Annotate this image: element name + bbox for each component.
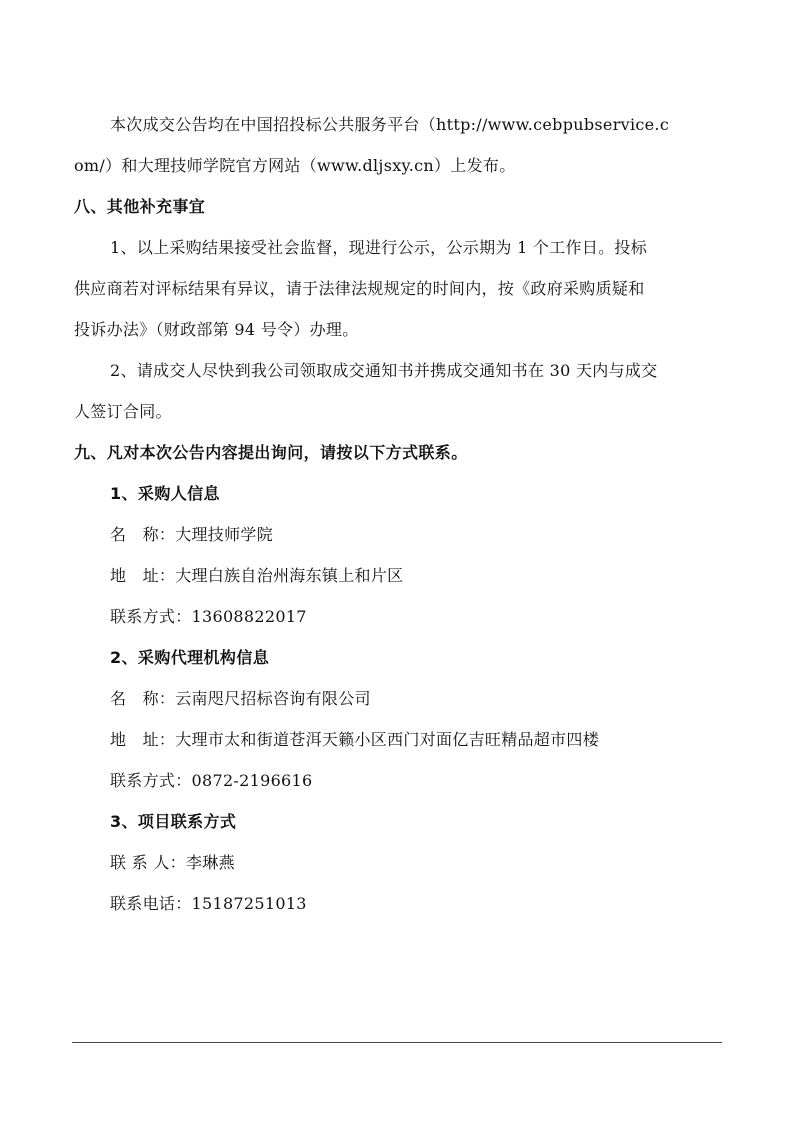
footer-divider [72,1042,722,1043]
project-contact-person: 联 系 人：李琳燕 [110,853,235,872]
agency-name: 名 称：云南咫尺招标咨询有限公司 [110,689,371,708]
section-9-heading: 九、凡对本次公告内容提出询问，请按以下方式联系。 [74,443,468,462]
intro-line-2: om/）和大理技师学院官方网站（www.dljsxy.cn）上发布。 [74,156,516,175]
item-1-line-3: 投诉办法》（财政部第 94 号令）办理。 [74,320,359,339]
project-contact-heading: 3、项目联系方式 [110,812,237,831]
item-2-line-1: 2、请成交人尽快到我公司领取成交通知书并携成交通知书在 30 天内与成交 [110,361,658,380]
section-8-item-1 [74,227,722,350]
agency-contact: 联系方式：0872-2196616 [110,771,313,790]
agency-heading: 2、采购代理机构信息 [110,648,270,667]
purchaser-contact: 联系方式：13608822017 [110,607,307,626]
item-1-line-1: 1、以上采购结果接受社会监督，现进行公示，公示期为 1 个工作日。投标 [110,238,648,257]
purchaser-name: 名 称：大理技师学院 [110,525,274,544]
purchaser-address: 地 址：大理白族自治州海东镇上和片区 [110,566,404,585]
document-page [74,104,722,924]
section-8-heading: 八、其他补充事宜 [74,197,206,216]
intro-line-1: 本次成交公告均在中国招投标公共服务平台（http://www.cebpubservice.c [110,115,670,134]
purchaser-heading: 1、采购人信息 [110,484,220,503]
item-1-line-2: 供应商若对评标结果有异议，请于法律法规规定的时间内，按《政府采购质疑和 [74,279,645,298]
agency-address: 地 址：大理市太和街道苍洱天籁小区西门对面亿吉旺精品超市四楼 [110,730,600,749]
project-contact-phone: 联系电话：15187251013 [110,894,307,913]
intro-paragraph [74,104,722,186]
section-8-item-2 [74,350,722,432]
item-2-line-2: 人签订合同。 [74,402,172,421]
